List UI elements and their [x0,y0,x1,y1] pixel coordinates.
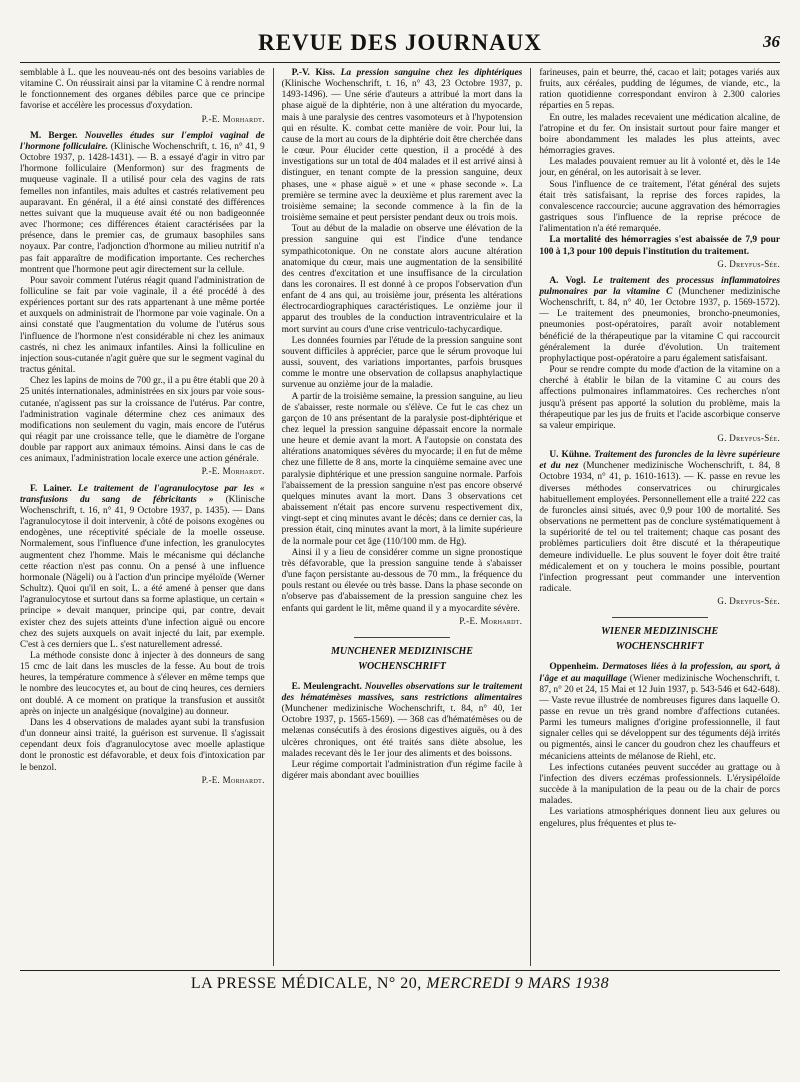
paragraph: Les malades pouvaient remuer au lit à volonté et, dès le 14e jour, en général, on les autorisait à se lever. [539,157,780,179]
article-body: (Klinische Wochenschrift, t. 16, n° 41, 9 Octobre 1937, p. 1428-1431). — B. a essayé d'agir in vitro par l'hormone folliculaire (Menformon) sur des fragments de muqueuse vaginale. Il a utilisé pour cela des vagins de rats femelles non infantiles, mais adultes et castrés relativement peu auparavant. En général, il a été ainsi constaté des différences nettes suivant que la muqueuse avait été ou non badigeonnée avec l'hormone; ces différences étaient caractérisées par la présence, dans le premier cas, de grumaux basophiles sans noyaux. Par contre, l'adjonction d'hormone au milieu nutritif n'a pas fait apparaître de modification importante. Ces recherches montrent que l'hormone peut agir directement sur la cellule. [20,141,265,275]
article-vogl [539,276,780,365]
signature: P.-E. Morhardt. [201,113,265,124]
signature: P.-E. Morhardt. [201,774,265,785]
article-title: Nouvelles études sur l'emploi vaginal de l'hormone folliculaire. [20,130,265,152]
page-header [20,30,780,62]
signature: P.-E. Morhardt. [201,466,265,477]
paragraph: La mortalité des hémorragies s'est abaissée de 7,9 pour 100 à 1,3 pour 100 depuis l'institution du traitement. [539,235,780,257]
paragraph: Pour savoir comment l'utérus réagit quand l'administration de folliculine se fait par voie vaginale, il a été procédé à des expériences portant sur des rats appartenant à une même portée et auxquels on administrait de l'hormone par voie vaginale. On a ainsi constaté que l'augmentation du volume de l'utérus sous l'influence de l'hormone n'est considérable ni chez les animaux castrés, ni chez les animaux infantiles. Ainsi la folliculine en injection sous-cutanée n'agit guère que sur le segment vaginal du tractus génital. [20,275,265,376]
column-1 [20,68,265,966]
article-body: (Wiener medizinische Wochenschrift, t. 87, n° 20 et 24, 15 Mai et 12 Juin 1937, p. 543-546 et 642-648). — Vaste revue illustrée de nombreuses figures dans laquelle O. passe en revue un très grand nombre d'affections cutanées. Parmi les tumeurs malignes d'origine professionnelle, il faut signaler celles qui se développent sur des téguments déjà irrités ou pigmentés, ainsi le cancer du goudron chez les chauffeurs et mécaniciens atteints de mélanose de Riehl, etc. [539,673,780,762]
article-author: Oppenheim. [549,662,599,673]
paragraph: Les infections cutanées peuvent succéder au grattage ou à l'infection des divers eczémas professionnels. L'érysipéloïde succède à la manipulation de la peau ou de la chair de porcs malades. [539,762,780,807]
header-rule [20,62,780,63]
article-body: (Munchener medizinische Wochenschrift, t. 84, 8 Octobre 1934, n° 41, p. 1610-1613). — K. passe en revue les diverses méthodes conservatrices ou chirurgicales habituellement employées. Personnellement elle a traité 222 cas de furoncles ainsi situés, avec 0,9 pour 100 de mortalité. Ses observations ne permettent pas de conclure systématiquement à la supériorité de tel ou tel traitement; chaque cas posant des problèmes particuliers doit être discuté et la thérapeutique demeure individuelle. Le plus souvent le foyer doit être traité médicalement et on y touchera le moins possible, pourtant l'infection progressant peut commander une intervention radicale. [539,461,780,595]
paragraph: Dans les 4 observations de malades ayant subi la transfusion d'un donneur ainsi traité, la guérison est survenue. Il s'agissait cependant deux fois d'agranulocytose avec moelle aplastique dont le pronostic est défavorable, et deux fois d'intoxication par le benzol. [20,717,265,773]
article-body: (Klinische Wochenschrift, t. 16, n° 43, 23 Octobre 1937, p. 1493-1496). — Une série d'auteurs a attribué la mort dans la phase aiguë de la diphtérie, non à une altération du myocarde, mais à une paralysie des centres vasomoteurs et à l'hypotension qui en résulte. K. combat cette manière de voir. Pour lui, la cause de la mort au cours de la diphtérie doit être cherchée dans le cœur. Pour élucider cette question, il a procédé à des investigations sur un total de 404 malades et il est arrivé ainsi à distinguer, en tenant compte de la pression sanguine, deux phases, une « phase aiguë » et une « phase seconde ». La première se termine avec la deuxième et plus rarement avec la troisième semaine; la seconde commence à la fin de la troisième semaine et peut persister pendant deux ou trois mois. [281,79,523,224]
section-heading-wiener [539,617,780,654]
paragraph: Pour se rendre compte du mode d'action de la vitamine on a cherché à établir le bilan de la vitamine C au cours des affections pulmonaires inflammatoires. Ces recherches n'ont jusqu'à présent pas apporté la solution du problème, mais la thérapeutique par les jus de fruits et l'acide ascorbique conserve sa valeur empirique. [539,365,780,431]
article-meulengracht [282,682,523,760]
paragraph: La méthode consiste donc à injecter à des donneurs de sang 15 cmc de lait dans les muscles de la fesse. Au bout de trois heures, la température commence à s'élever en même temps que le nombre des leucocytes et, au bout de cinq heures, ces derniers ont doublé. A ce moment on pratique la transfusion et aussitôt après on injecte un analgésique (novalgine) au donneur. [20,650,265,717]
section-heading-munchener [282,637,523,674]
article-body: (Munchener medizinische Wochenschrift, t. 84, n° 40, 1er Octobre 1937, p. 1565-1569). — 368 cas d'hématémèses ou de melænas consécutifs à des érosions digestives aiguës, ou à des ulcères chroniques, ont été traités sans diète absolue, les malades recevant dès le 1er jour des aliments et des boissons. [281,704,523,759]
section-title-line: WOCHENSCHRIFT [358,660,446,672]
article-oppenheim [539,662,780,762]
footer-date: 9 MARS 1938 [514,975,610,992]
article-kuhne [539,450,780,595]
paragraph: A partir de la troisième semaine, la pression sanguine, au lieu de s'abaisser, reste normale ou s'élève. Ce fut le cas chez un garçon de 10 ans présentant de la paralysie post-diphtérique et chez lequel la pression sanguine dépassait encore la normale une heure et demie avant la mort. A l'autopsie on constata des altérations anatomiques sévères du myocarde; il en fut de même chez une fillette de 8 ans, morte la cinquième semaine avec une paralysie diphtérique et une pression sanguine normale. Parfois l'abaissement de la pression sanguine n'est pas encore observé quelques minutes avant la mort. Dans 3 observations cet abaissement n'était pas encore survenu respectivement dix, vingt-sept et cinq minutes avant le décès; dans ce dernier cas, la pression était, cinq minutes avant la mort, à la limite supérieure de la normale pour cet âge (110/100 mm. de Hg). [281,391,523,547]
paragraph: Tout au début de la maladie on observe une élévation de la pression sanguine qui est l'indice d'une tendance sympathicotonique. On ne constate alors aucune altération anatomique du cœur, mais une augmentation de la sensibilité des centres d'excitation et une insuffisance de la circulation dans les coronaires. Il est donné à ce propos l'observation d'un enfant de 4 ans qui, au troisième jour, présenta les altérations électrocardiographiques caractéristiques. Le onzième jour il apparut des troubles de la conduction intraventriculaire et la mort survint au cours d'une crise ventriculo-tachycardique. [281,224,523,335]
section-title-line: MUNCHENER MEDIZINISCHE [330,645,473,657]
article-body: (Munchener medizinische Wochenschrift, t. 84, n° 40, 1er Octobre 1937, p. 1569-1572). — Le traitement des pneumonies, broncho-pneumonies, pneumonies post-opératoires, paraît avoir notablement bénéficié de la thérapeutique par la vitamine C qui raccourcit généralement la durée d'évolution. Un traitement prophylactique post-opératoire a paru également satisfaisant. [539,286,780,364]
column-2 [273,68,523,966]
article-author: P.-V. Kiss. [291,68,336,78]
section-rule [612,617,708,618]
paragraph: Sous l'influence de ce traitement, l'état général des sujets était très satisfaisant, la reprise des forces rapides, la convalescence raccourcie; aucune aggravation des hémorragies gastriques sous l'influence de la reprise précoce de l'alimentation n'a été remarquée. [539,179,780,235]
paragraph: Chez les lapins de moins de 700 gr., il a pu être établi que 20 à 25 unités internationales, administrées en six jours par voie sous-cutanée, n'agissent pas sur la croissance de l'utérus. Par contre, l'administration vaginale détermine chez ces animaux des modifications non seulement du vagin, mais encore de l'utérus qui réagit par une croissance telle, que le diamètre de l'organe double par rapport aux animaux témoins. Ainsi dans le cas de ces animaux, l'administration locale exerce une action générale. [20,376,265,465]
text-columns [20,68,780,966]
page-title: REVUE DES JOURNAUX [258,30,542,55]
section-title-line: WOCHENSCHRIFT [615,641,704,653]
paragraph: Ainsi il y a lieu de considérer comme un signe pronostique très défavorable, que la pression sanguine tende à s'abaisser d'une façon persistante au-dessous de 70 mm., la fréquence du pouls restant ou élevée ou très basse. Dans la phase seconde on n'observe pas d'abaissement de la pression sanguine chez les enfants qui gardent le lit, même quand il y a myocardite sévère. [281,547,523,614]
article-author: F. Lainer. [30,483,72,494]
article-title: La pression sanguine chez les diphtériques [340,68,523,78]
article-berger [20,131,265,276]
article-author: M. Berger. [30,130,78,141]
footer-day: MERCREDI [426,975,511,992]
section-rule [354,637,450,638]
article-title: Le traitement de l'agranulocytose par les « transfusions du sang de fébricitants » [20,483,265,505]
footer-journal: LA PRESSE MÉDICALE, N° 20, [190,975,422,992]
page-number: 36 [763,32,780,51]
article-lainer [20,484,265,651]
column-3 [530,68,780,966]
paragraph: Les données fournies par l'étude de la pression sanguine sont souvent difficiles à apprécier, parce que le sérum provoque lui aussi, souvent, des variations importantes, parfois brusques comme le montre une observation de collapsus anaphylactique survenue au onzième jour de la maladie. [281,335,523,391]
signature: P.-E. Morhardt. [459,615,523,626]
section-title-line: WIENER MEDIZINISCHE [601,626,719,638]
article-author: U. Kühne. [549,450,591,461]
article-kiss [282,68,523,224]
paragraph: En outre, les malades recevaient une médication alcaline, de l'atropine et du fer. On insistait surtout pour faire manger et boire abondamment les malades les plus atteints, avec hémorragies graves. [539,112,780,157]
article-title: Traitement des furoncles de la lèvre supérieure et du nez [539,450,780,472]
article-body: (Klinische Wochenschrift, t. 16, n° 41, 9 Octobre 1937, p. 1435). — Dans l'agranulocytose il doit intervenir, à côté de poisons exogènes ou endogènes, une réceptivité spéciale de la moelle osseuse. Normalement, sous l'influence d'une infection, les granulocytes augmentent chez l'homme. Mais le mécanisme qui déclanche cette réaction n'est pas connu. On a pensé à une influence hormonale (Nägeli) ou à l'action d'un principe myéloïde (Werner Schultz). Quoi qu'il en soit, L. a été amené à penser que dans l'agranulocytose et surtout dans sa forme aplastique, un certain « principe » devait manquer, principe qui, par contre, devait exister chez des sujets atteints d'une infection aiguë ou encore chez des sujets auxquels on avait injecté du lait, par exemple. C'est à ces derniers que L. s'est naturellement adressé. [20,494,265,650]
signature: G. Dreyfus-Sée. [717,433,780,443]
paragraph: semblable à L. que les nouveau-nés ont des besoins variables de vitamine C. On réussirait ainsi par la vitamine C à rendre normal le fonctionnement des organes débiles parce que ce principe favorise et accélère les processus d'oxydation. [20,68,265,112]
page-footer [20,970,780,993]
article-title: Dermatoses liées à la profession, au sport, à l'âge et au maquillage [539,662,780,684]
paragraph: Leur régime comportait l'administration d'un régime facile à digérer mais abondant avec bouillies [281,759,523,782]
paragraph: farineuses, pain et beurre, thé, cacao et lait; potages variés aux fruits, aux céréales, pudding de légumes, de viande, etc., la ration quotidienne correspondant environ à 2.300 calories réparties en 5 repas. [539,68,780,112]
paragraph: Les variations atmosphériques donnent lieu aux gelures ou engelures, plus fréquentes et plus te- [539,807,780,829]
article-author: A. Vogl. [549,275,586,286]
signature: G. Dreyfus-Sée. [717,258,780,269]
article-title: Nouvelles observations sur le traitement des hématémèses massives, sans restrictions alimentaires [281,681,523,703]
article-author: E. Meulengracht. [291,681,362,692]
article-title: Le traitement des processus inflammatoires pulmonaires par la vitamine C [539,275,780,297]
signature: G. Dreyfus-Sée. [717,596,780,607]
